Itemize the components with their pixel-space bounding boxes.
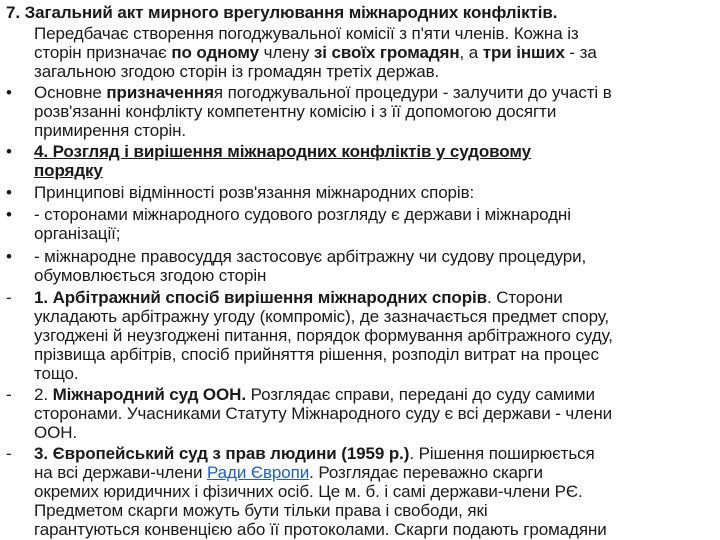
para1-line-3: загальною згодою сторін із громадян третіх держав.: [34, 62, 440, 81]
dash-line: ООН.: [34, 423, 78, 442]
bullet-marker: •: [6, 142, 12, 161]
bullet-marker: •: [6, 183, 12, 202]
dash-line: узгоджені й неузгоджені питання, порядок формування арбітражного суду,: [34, 326, 613, 345]
bullet-line: порядку: [34, 161, 103, 180]
dash-line: прізвища арбітрів, спосіб прийняття рішення, розподіл витрат на процес: [34, 345, 599, 364]
dash-line: тощо.: [34, 364, 79, 383]
para1-line-1: Передбачає створення погоджувальної комісії з п'яти членів. Кожна із: [34, 24, 579, 43]
dash-line: Предметом скарги можуть бути тільки права і свободи, які: [34, 501, 488, 520]
dash-line: укладають арбітражну угоду (компроміс), де зазначається предмет спору,: [34, 307, 610, 326]
document-page: 7. Загальний акт мирного врегулювання міжнародних конфліктів. Передбачає створення погоджувальної комісії з п'яти членів. Кожна із сторін призначає по одному члену зі своїх громадян, а три інших - за загальною згодою сторін із громадян третіх держав. • Основне призначенняя погоджувальної процедури - залучити до участі в розв'язанні конфлікту компетентну комісію і з її допомогою досягти примирення сторін. • 4. Розгляд і вирішення міжнародних конфліктів у судовому порядку • Принципові відмінності розв'язання міжнародних спорів: • - сторонами міжнародного судового розгляду є держави і міжнародні організації; • - міжнародне правосуддя застосовує арбітражну чи судову процедури, обумовлюється згодою сторін - 1. Арбітражний спосіб вирішення міжнародних спорів. Сторони укладають арбітражну угоду (компроміс), де зазначається предмет спору, узгоджені й неузгоджені питання, порядок формування арбітражного суду, прізвища арбітрів, спосіб прийняття рішення, розподіл витрат на процес тощо. - 2. Міжнародний суд ООН. Розглядає справи, передані до суду самими сторонами. Учасниками Статуту Міжнародного суду є всі держави - члени ООН. - 3. Європейський суд з прав людини (1959 р.). Рішення поширюється на всі держави-члени Ради Європи. Розглядає переважно скарги окремих юридичних і фізичних осіб. Це м. б. і самі держави-члени РЄ. Предметом скарги можуть бути тільки права і свободи, які гарантуються конвенцією або її протоколами. Скарги подають громадяни: [6, 3, 613, 539]
council-of-europe-link[interactable]: Ради Європи: [207, 463, 310, 482]
dash-line: на всі держави-члени Ради Європи. Розглядає переважно скарги: [34, 463, 543, 482]
bullet-marker: •: [6, 205, 12, 224]
dash-line: сторонами. Учасниками Статуту Міжнародного суду є всі держави - члени: [34, 404, 613, 423]
bullet-line: примирення сторін.: [34, 121, 187, 140]
dash-marker: -: [6, 444, 12, 463]
bullet-line: організації;: [34, 224, 121, 243]
dash-line: гарантуються конвенцією або її протоколами. Скарги подають громадяни: [34, 520, 607, 539]
bullet-marker: •: [6, 83, 12, 102]
dash-marker: -: [6, 385, 12, 404]
section-heading: 7. Загальний акт мирного врегулювання міжнародних конфліктів.: [6, 3, 558, 22]
bullet-line: обумовлюється згодою сторін: [34, 266, 267, 285]
dash-marker: -: [6, 288, 12, 307]
bullet-line: розв'язанні конфлікту компетентну комісію і з її допомогою досягти: [34, 102, 557, 121]
para1-line-2: сторін призначає по одному члену зі своїх громадян, а три інших - за: [34, 43, 597, 62]
bullet-marker: •: [6, 247, 12, 266]
dash-line: окремих юридичних і фізичних осіб. Це м. б. і самі держави-члени РЄ.: [34, 482, 583, 501]
